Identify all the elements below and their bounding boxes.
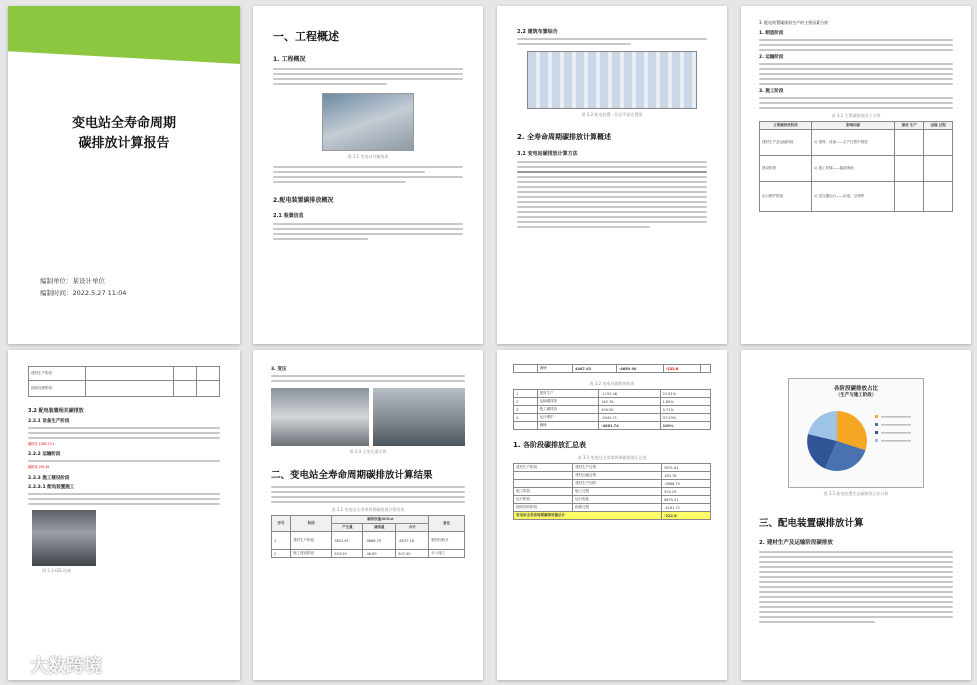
table-header: 阶段 [291, 516, 332, 532]
heading-device-overview: 2.配电装置碳排放概况 [273, 197, 334, 204]
page-8 [741, 350, 971, 680]
table-caption: 表 3.3 变电站全寿命周期碳排放汇总表 [577, 455, 647, 460]
table-cell: -46.89 [363, 550, 396, 558]
table-header: 序号 [272, 516, 291, 532]
paragraph [271, 486, 465, 503]
table-cell: 554.29 [332, 550, 363, 558]
table-cell: 2 [272, 550, 291, 558]
chart-title: 各阶段碳排放占比 [833, 386, 878, 392]
table-cell: 拆除处理阶段 [29, 381, 86, 397]
paragraph [273, 166, 463, 183]
gis-equipment-image [32, 510, 96, 566]
page-3 [497, 6, 727, 344]
heading-build: 2.2.3 施工建设阶段 [28, 476, 70, 481]
paragraph [273, 68, 463, 85]
table-cell: 建设阶段 [760, 156, 812, 182]
table-cell: 4467.43 [573, 365, 617, 373]
table-cell: 建材运输过程 [573, 472, 662, 480]
chart-subtitle: （生产与施工阶段） [835, 393, 877, 398]
table-cell: 163.76 [599, 398, 660, 406]
cover-time: 编制时间：2022.5.27 11:04 [40, 289, 127, 297]
table-header: 备注 [429, 516, 465, 532]
table-cell: 施工碳排放 [537, 406, 599, 414]
table-row [514, 472, 711, 480]
paragraph [759, 63, 953, 85]
heading-method: 3.1 变电站碳排放计算方法 [517, 151, 578, 157]
table-cell: 1.89% [660, 398, 710, 406]
table-cell: 3831.61 [662, 464, 711, 472]
paragraph [273, 223, 463, 240]
table-cell: 建材生产阶段 [291, 532, 332, 550]
table-cell: 运行维护 [537, 414, 599, 422]
heading-overview: 一、工程概述 [273, 30, 339, 43]
figure-caption: 图 2.4 主变压器实物 [349, 449, 387, 454]
paragraph [759, 39, 953, 51]
table-cell: 6875.21 [662, 496, 711, 504]
table-cell: 运行阶段 [514, 496, 573, 504]
table-cell: 5.71% [660, 406, 710, 414]
table-header: 减排量 [363, 524, 396, 532]
paragraph [271, 375, 465, 382]
table-row [514, 398, 711, 406]
table-cell [514, 472, 573, 480]
table-caption: 表 3.1 变电站全寿命周期碳排放计算结果 [331, 507, 405, 512]
figure-caption: 图 2.3 GIS 设备 [42, 568, 71, 573]
paragraph [517, 38, 707, 45]
paragraph [759, 551, 953, 623]
table-cell: 建材生产及运输阶段 [760, 130, 812, 156]
table-cell: -4945.71 [599, 414, 660, 422]
table-cell: -6037.18 [396, 532, 429, 550]
table-cell: -9868.79 [662, 480, 711, 488]
cover-title-line2: 碳排放计算报告 [78, 136, 170, 151]
table-cell: 建材生产阶段 [29, 367, 86, 381]
table-cell: -9868.79 [363, 532, 396, 550]
table-header: 合计 [396, 524, 429, 532]
heading-results: 二、变电站全寿命周期碳排放计算结果 [271, 470, 433, 481]
table-cell: -222.8 [663, 365, 700, 373]
table-cell: 37.03% [660, 414, 710, 422]
totals-table [513, 364, 711, 373]
table-row [514, 480, 711, 488]
table-row [514, 464, 711, 472]
summary-table [513, 463, 711, 520]
table-row [514, 488, 711, 496]
table-row [514, 365, 711, 373]
cover-accent-band [8, 6, 240, 64]
table-cell: 施工建设阶段 [291, 550, 332, 558]
table-cell [514, 480, 573, 488]
table-cell: 拆除回收阶段 [514, 504, 573, 512]
transformer-images [271, 388, 465, 446]
table-caption: 表 3.2 变电站碳排放构成 [589, 381, 635, 386]
emission-value-1: 碳排放 1563.23 t [28, 442, 55, 446]
table-cell [514, 422, 538, 430]
transformer-image-1 [271, 388, 369, 446]
table-cell: -1152.48 [599, 390, 660, 398]
table-cell: 施工阶段 [514, 488, 573, 496]
table-header: 碳排放量/tCO₂e [332, 516, 429, 524]
table-cell: 计入施工 [429, 550, 465, 558]
cover-title-line1: 变电站全寿命周期 [71, 116, 176, 131]
figure-caption: 图 2.2 配电装置一层总平面布置图 [581, 112, 643, 117]
table-cell: 拆除过程 [573, 504, 662, 512]
table-row [514, 512, 711, 520]
heading-summary: 1. 各阶段碳排放汇总表 [513, 441, 586, 449]
pie-chart [789, 401, 925, 486]
paragraph [28, 493, 220, 505]
paragraph [759, 97, 953, 109]
table-cell: 494.50 [599, 406, 660, 414]
table-cell: 钢材回收计 [429, 532, 465, 550]
page-4 [741, 6, 971, 344]
table-cell: 建材生产过程 [573, 464, 662, 472]
table-row [272, 532, 465, 550]
substation-aerial-image [322, 93, 414, 151]
chart-legend [875, 415, 911, 442]
total-label: 变电站全寿命周期碳排放量总计 [514, 512, 662, 520]
table-cell: 建材生产阶段 [514, 464, 573, 472]
paragraph [28, 427, 220, 439]
heading-device-info: 2.1 装置信息 [273, 213, 304, 219]
heading-lifecycle: 2. 全寿命周期碳排放计算概述 [517, 133, 611, 141]
table-cell: 建材生产回收 [573, 480, 662, 488]
cover-unit: 编制单位：某设计单位 [40, 277, 105, 285]
heading-layout: 2.2 建筑布置综合 [517, 29, 558, 35]
table-row [272, 550, 465, 558]
floor-plan-image [527, 51, 697, 109]
table-row [514, 390, 711, 398]
table-caption: 表 3.1 主要碳排放因子分类 [831, 113, 881, 118]
heading-production: 2.2.1 设备生产阶段 [28, 419, 70, 424]
table-cell: 运行维护阶段 [760, 182, 812, 212]
table-cell: 1) 施工机械——能源消耗 [811, 156, 895, 182]
table-cell: 1 [514, 390, 538, 398]
table-row [760, 130, 953, 156]
table-header: 主要碳排放阶段 [760, 122, 812, 130]
table-header: 产生量 [332, 524, 363, 532]
page-cover [8, 6, 240, 344]
table-cell: 1) 建材、设备——生产过程中排放 [811, 130, 895, 156]
composition-table [513, 389, 711, 430]
heading-device-build: 2.2.3.1 配电装置施工 [28, 485, 75, 490]
table-cell: 4 [514, 414, 538, 422]
table-cell: 运输碳排放 [537, 398, 599, 406]
heading-project: 1. 工程概况 [273, 56, 306, 63]
heading-material-stage: 2. 建材生产及运输阶段碳排放 [759, 540, 833, 546]
heading-transport: 2. 运输阶段 [759, 55, 784, 60]
table-cell: 建材生产 [537, 390, 599, 398]
heading-factors: 3. 配电装置碳排放生产的主要因素分析 [759, 20, 829, 25]
table-cell: 合计 [537, 422, 599, 430]
smiley-logo-icon [8, 656, 26, 674]
figure-caption: 图 1.1 变电站鸟瞰效果 [347, 154, 389, 159]
table-row [29, 367, 220, 381]
pie-chart-frame [788, 378, 924, 488]
watermark [8, 652, 102, 678]
table-cell: 21.61% [660, 390, 710, 398]
heading-device-emission: 3.2 配电装置相关碳排放 [28, 408, 84, 414]
heading-manufacture: 1. 制造阶段 [759, 31, 784, 36]
cover-title [8, 114, 240, 154]
heading-transformer: 3. 变压 [271, 367, 287, 372]
table-cell: 3 [514, 406, 538, 414]
heading-device-calc: 三、配电装置碳排放计算 [759, 518, 864, 529]
page-2 [253, 6, 483, 344]
table-row [514, 414, 711, 422]
emission-value-2: 碳排放 291.8t [28, 465, 49, 469]
table-cell: 554.29 [662, 488, 711, 496]
factor-table [759, 121, 953, 212]
table-row [760, 182, 953, 212]
table-row [760, 156, 953, 182]
table-header: 运输 过程 [924, 122, 953, 130]
table-cell: 163.76 [662, 472, 711, 480]
table-row [514, 496, 711, 504]
table-row [514, 406, 711, 414]
paragraph [28, 460, 220, 462]
table-cell: 2 [514, 398, 538, 406]
watermark-text: 大数跨境 [30, 656, 102, 677]
results-table [271, 515, 465, 558]
table-cell: 合计 [537, 365, 572, 373]
table-header: 建材 生产 [895, 122, 924, 130]
table-row [514, 504, 711, 512]
page-6 [253, 350, 483, 680]
table-cell: 1) 变压器运行——用电、空调等 [811, 182, 895, 212]
table-header: 影响因素 [811, 122, 895, 130]
table-cell: 3831.61 [332, 532, 363, 550]
table-cell: 507.40 [396, 550, 429, 558]
total-value: -222.8 [662, 512, 711, 520]
table-cell: 施工过程 [573, 488, 662, 496]
paragraph [517, 161, 707, 228]
heading-transport: 2.2.2 运输阶段 [28, 452, 61, 457]
table-row [514, 422, 711, 430]
transformer-image-2 [373, 388, 465, 446]
page-5 [8, 350, 240, 680]
continued-table [28, 366, 220, 397]
table-cell: 1 [272, 532, 291, 550]
table-cell: -4689.90 [616, 365, 663, 373]
figure-caption: 图 3.1 配电装置生态碳排放占比分析 [823, 491, 889, 496]
table-cell: -4161.72 [662, 504, 711, 512]
table-row [29, 381, 220, 397]
table-cell: -4661.74 [599, 422, 660, 430]
table-cell: 100% [660, 422, 710, 430]
page-7 [497, 350, 727, 680]
table-cell: 运行电耗 [573, 496, 662, 504]
heading-construction: 3. 施工阶段 [759, 89, 784, 94]
